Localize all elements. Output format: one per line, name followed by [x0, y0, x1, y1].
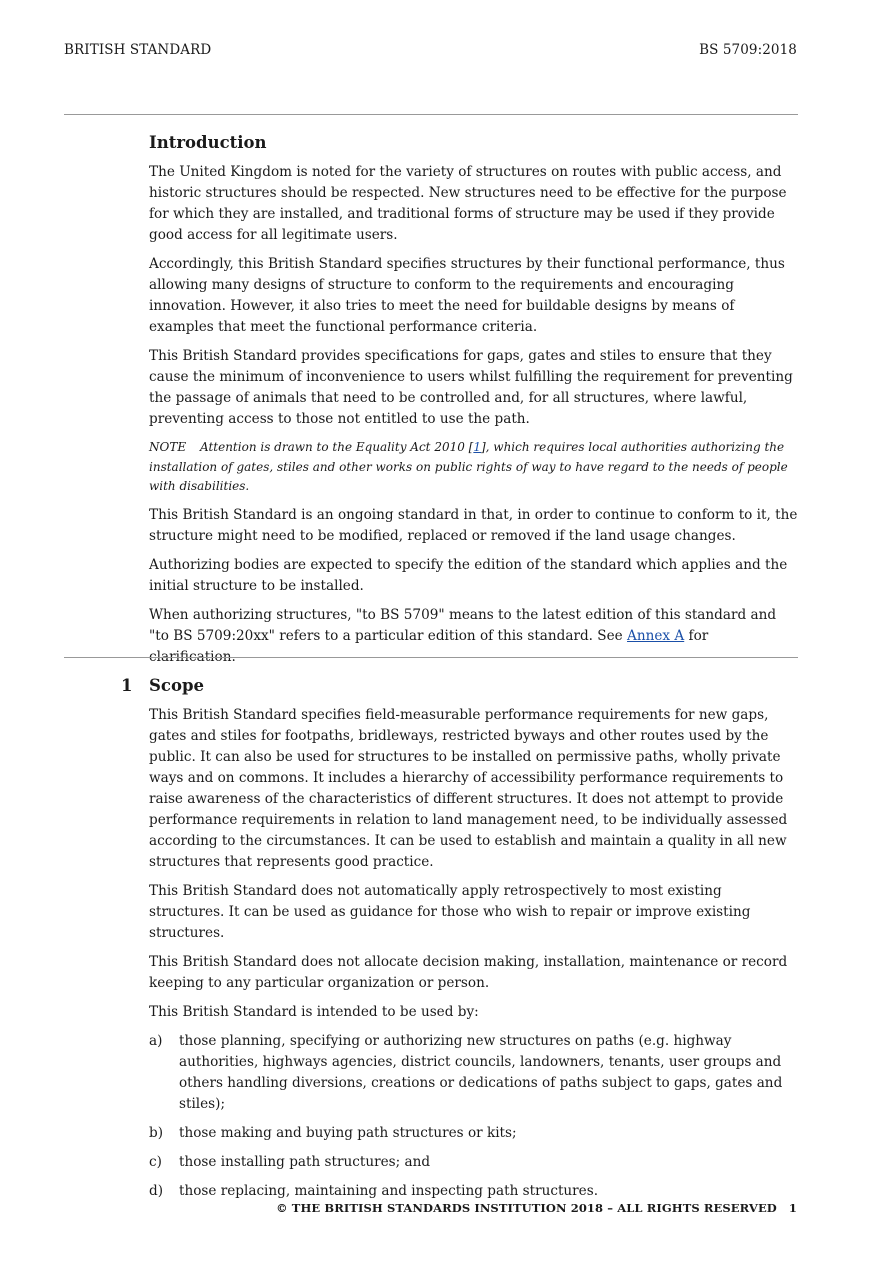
- page-footer: [276, 1201, 797, 1215]
- scope-section-number: 1: [121, 676, 133, 695]
- intro-note: [149, 438, 799, 497]
- page-number: 1: [788, 1201, 797, 1215]
- scope-paragraph-1: This British Standard specifies field-measurable performance requirements for new gaps, gates and stiles for footpaths, bridleways, restricted byways and other routes used by the public. It can also be used for structures to be installed on permissive paths, wholly private ways and on commons. It includes a hierarchy of accessibility performance requirements to raise awareness of the characteristics of different structures. It does not attempt to provide performance requirements in relation to land management need, to be individually assessed according to the circumstances. It can be used to establish and maintain a quality in all new structures that represents good practice.: [149, 707, 788, 870]
- list-item-text: those replacing, maintaining and inspecting path structures.: [179, 1183, 599, 1199]
- list-item-c: [149, 1152, 799, 1173]
- note-text-end: ], which requires local authorities authorizing the installation of gates, stiles and other works on public rights of way to have regard to the needs of people with disabilities.: [149, 440, 788, 493]
- scope-section: [149, 675, 799, 1210]
- introduction-heading: Introduction: [149, 133, 267, 152]
- list-item-text: those installing path structures; and: [179, 1154, 431, 1170]
- list-item-text: those making and buying path structures or kits;: [179, 1125, 517, 1141]
- intro-paragraph-2: Accordingly, this British Standard specifies structures by their functional performance, thus allowing many designs of structure to conform to the requirements and encouraging innovation. However, it also tries to meet the need for buildable designs by means of examples that meet the functional performance criteria.: [149, 256, 785, 335]
- reference-link-1[interactable]: 1: [473, 440, 481, 454]
- note-text-start: Attention is drawn to the Equality Act 2010 [: [200, 440, 474, 454]
- list-item-d: [149, 1181, 799, 1202]
- scope-heading: Scope: [149, 676, 205, 695]
- running-header-left: BRITISH STANDARD: [64, 42, 212, 58]
- list-item-text: those planning, specifying or authorizing new structures on paths (e.g. highway authorities, highways agencies, district councils, landowners, tenants, user groups and others handling diversions, creations or dedications of paths subject to gaps, gates and stiles);: [179, 1033, 783, 1112]
- intro-paragraph-4: This British Standard is an ongoing standard in that, in order to continue to conform to it, the structure might need to be modified, replaced or removed if the land usage changes.: [149, 506, 798, 544]
- list-item-a: [149, 1031, 799, 1115]
- list-item-b: [149, 1123, 799, 1144]
- copyright-notice: © THE BRITISH STANDARDS INSTITUTION 2018 – ALL RIGHTS RESERVED: [276, 1201, 777, 1215]
- list-label: d): [149, 1183, 164, 1199]
- running-header-right: BS 5709:2018: [699, 42, 797, 58]
- scope-paragraph-2: This British Standard does not automatically apply retrospectively to most existing structures. It can be used as guidance for those who wish to repair or improve existing structures.: [149, 883, 751, 941]
- note-label: NOTE: [149, 440, 187, 454]
- intro-paragraph-5: Authorizing bodies are expected to specify the edition of the standard which applies and the initial structure to be installed.: [149, 556, 788, 594]
- annex-a-link[interactable]: Annex A: [627, 627, 685, 644]
- intro-p6-start: When authorizing structures, "to BS 5709" means to the latest edition of this standard and "to BS 5709:20xx" refers to a particular edition of this standard. See: [149, 606, 777, 644]
- intro-paragraph-3: This British Standard provides specifications for gaps, gates and stiles to ensure that they cause the minimum of inconvenience to users whilst fulfilling the requirement for preventing the passage of animals that need to be controlled and, for all structures, where lawful, preventing access to those not entitled to use the path.: [149, 348, 793, 427]
- section-rule: [64, 657, 798, 658]
- list-label: b): [149, 1125, 164, 1141]
- scope-paragraph-4: This British Standard is intended to be used by:: [149, 1004, 479, 1020]
- intro-paragraph-1: The United Kingdom is noted for the variety of structures on routes with public access, and historic structures should be respected. New structures need to be effective for the purpose for which they are installed, and traditional forms of structure may be used if they provide good access for all legitimate users.: [149, 164, 787, 243]
- intro-paragraph-6: [149, 605, 799, 668]
- header-rule: [64, 114, 798, 115]
- scope-paragraph-3: This British Standard does not allocate decision making, installation, maintenance or record keeping to any particular organization or person.: [149, 954, 788, 991]
- intro-p6-end: for clarification.: [149, 627, 709, 665]
- list-label: a): [149, 1033, 163, 1049]
- list-label: c): [149, 1154, 162, 1170]
- intended-users-list: [149, 1031, 799, 1202]
- introduction-section: [149, 132, 799, 676]
